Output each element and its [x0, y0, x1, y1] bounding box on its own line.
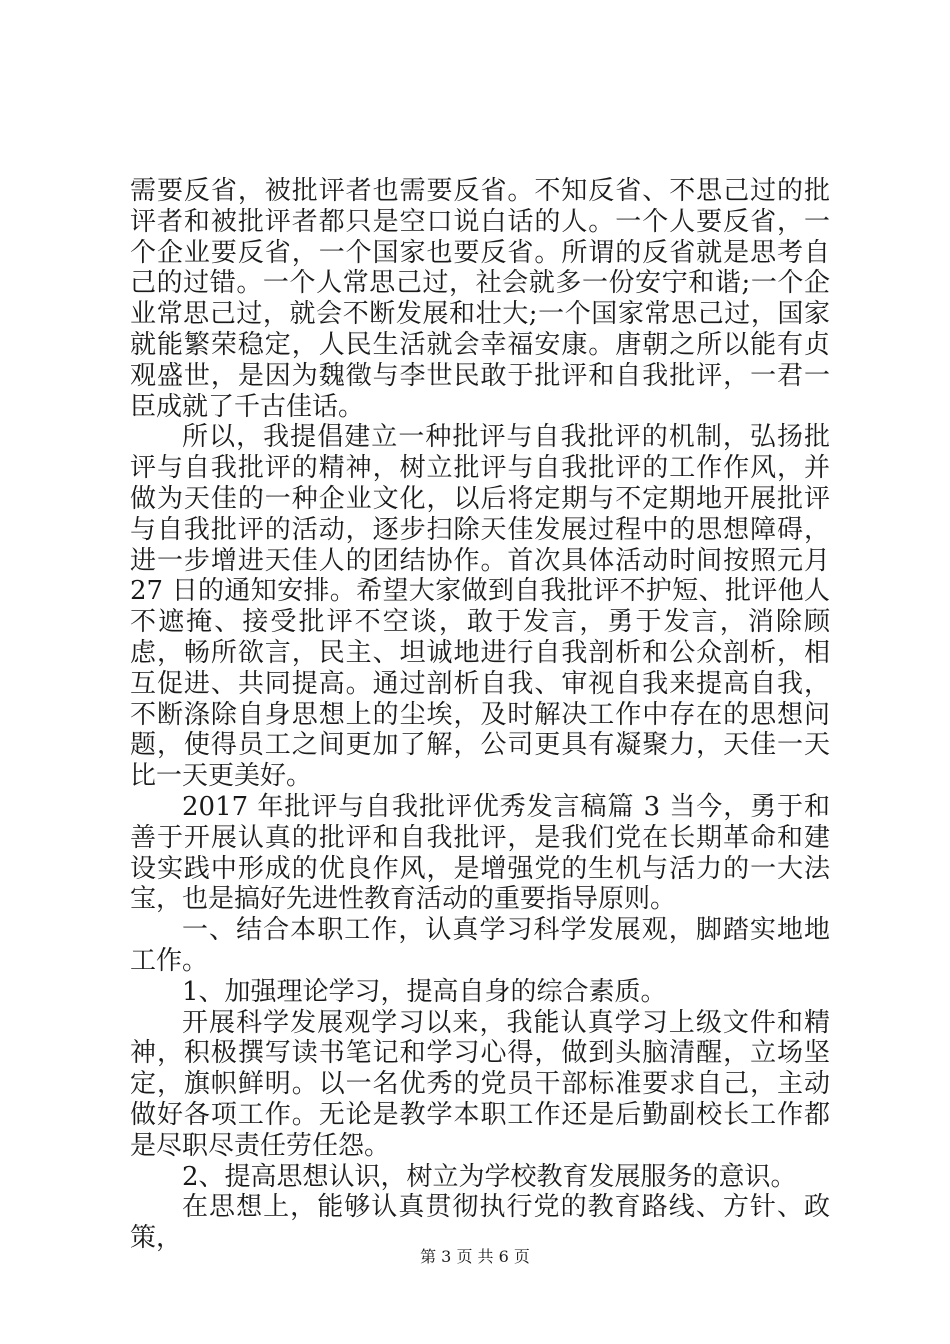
paragraph-1: 需要反省，被批评者也需要反省。不知反省、不思己过的批评者和被批评者都只是空口说白话的人。一个人要反省，一个企业要反省，一个国家也要反省。所谓的反省就是思考自己的过错。一个人常思己过，社会就多一份安宁和谐;一个企业常思己过，就会不断发展和壮大;一个国家常思己过，国家就能繁荣稳定，人民生活就会幸福安康。唐朝之所以能有贞观盛世，是因为魏徵与李世民敢于批评和自我批评，一君一臣成就了千古佳话。 [130, 176, 830, 422]
paragraph-2: 所以，我提倡建立一种批评与自我批评的机制，弘扬批评与自我批评的精神，树立批评与自我批评的工作作风，并做为天佳的一种企业文化，以后将定期与不定期地开展批评与自我批评的活动，逐步扫除天佳发展过程中的思想障碍，进一步增进天佳人的团结协作。首次具体活动时间按照元月 27 日的通知安排。希望大家做到自我批评不护短、批评他人不遮掩、接受批评不空谈，敢于发言，勇于发言，消除顾虑，畅所欲言，民主、坦诚地进行自我剖析和公众剖析，相互促进、共同提高。通过剖析自我、审视自我来提高自我，不断涤除自身思想上的尘埃，及时解决工作中存在的思想问题，使得员工之间更加了解，公司更具有凝聚力，天佳一天比一天更美好。 [130, 422, 830, 792]
subheading-2: 2、提高思想认识，树立为学校教育发展服务的意识。 [182, 1161, 797, 1192]
paragraph-8: 在思想上，能够认真贯彻执行党的教育路线、方针、政策， [130, 1192, 830, 1254]
paragraph-3: 2017 年批评与自我批评优秀发言稿篇 3 当今，勇于和善于开展认真的批评和自我批评，是我们党在长期革命和建设实践中形成的优良作风，是增强党的生机与活力的一大法宝，也是搞好先进性教育活动的重要指导原则。 [130, 791, 830, 915]
subheading-1: 1、加强理论学习，提高自身的综合素质。 [182, 976, 667, 1007]
page-number-footer: 第 3 页 共 6 页 [420, 1247, 530, 1266]
section-heading-1: 一、结合本职工作，认真学习科学发展观，脚踏实地地工作。 [130, 915, 830, 976]
document-body [130, 176, 830, 1254]
paragraph-6: 开展科学发展观学习以来，我能认真学习上级文件和精神，积极撰写读书笔记和学习心得，做到头脑清醒，立场坚定，旗帜鲜明。以一名优秀的党员干部标准要求自己，主动做好各项工作。无论是教学本职工作还是后勤副校长工作都是尽职尽责任劳任怨。 [130, 1007, 830, 1161]
